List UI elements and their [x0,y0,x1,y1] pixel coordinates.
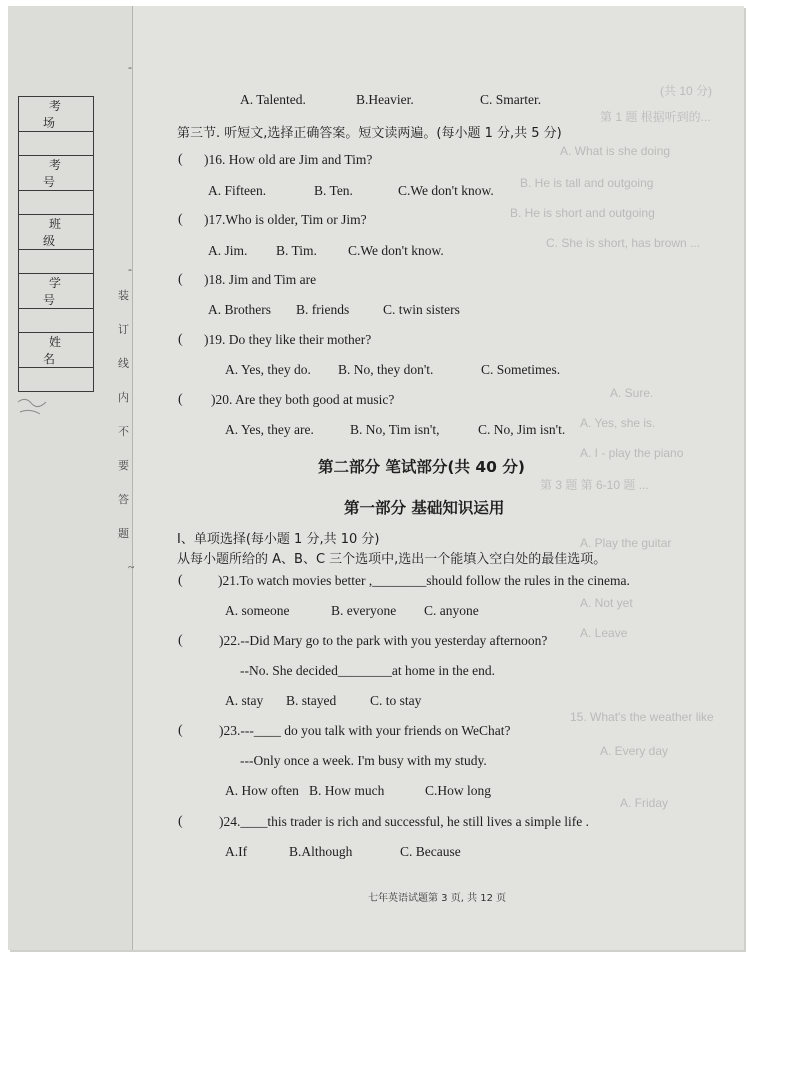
info-label-name: 姓 名 [19,333,94,368]
q18-option-a[interactable]: A. Brothers [208,302,271,317]
bleed-line: A. Leave [580,626,628,640]
info-value-student-id[interactable] [19,309,94,333]
seal-line-text [118,290,132,562]
q19-stem: )19. Do they like their mother? [204,332,372,347]
q21-stem: )21.To watch movies better ,________should follow the rules in the cinema. [218,573,630,588]
q20-option-c[interactable]: C. No, Jim isn't. [478,422,566,437]
bleed-line: A. What is she doing [560,144,671,158]
q21-option-c[interactable]: C. anyone [424,603,479,618]
part2-title: 第二部分 笔试部分(共 40 分) [318,458,525,476]
q16-stem: )16. How old are Jim and Tim? [204,152,373,167]
q15-option-b[interactable]: B.Heavier. [356,92,414,107]
seal-char: 内 [118,391,129,404]
q16-option-c[interactable]: C.We don't know. [398,183,494,198]
q21-options [225,603,479,619]
q17-stem: )17.Who is older, Tim or Jim? [204,212,367,227]
margin-dash: - [128,60,132,74]
bleed-line: A. I - play the piano [580,446,684,460]
q24-options [225,844,461,860]
bleed-line: 第 3 题 第 6-10 题 ... [540,478,649,492]
q17-options [208,243,444,259]
bleed-line: A. Friday [620,796,669,810]
q20-stem: )20. Are they both good at music? [211,392,395,407]
q23-option-a[interactable]: A. How often [225,783,299,798]
info-value-exam-number[interactable] [19,191,94,215]
answer-paren[interactable]: ( [178,272,183,287]
q23-option-c[interactable]: C.How long [425,783,492,798]
q17-option-c[interactable]: C.We don't know. [348,243,444,258]
q21-option-b[interactable]: B. everyone [331,603,397,618]
q15-options [240,92,542,108]
student-info-table [18,96,94,392]
seal-char: 线 [118,357,129,370]
answer-paren[interactable]: ( [178,633,183,648]
q18-option-b[interactable]: B. friends [296,302,350,317]
bleed-line: A. Sure. [610,386,654,400]
q15-option-a[interactable]: A. Talented. [240,92,306,107]
q23-option-b[interactable]: B. How much [309,783,385,798]
q24-option-c[interactable]: C. Because [400,844,461,859]
seal-char: 不 [118,425,129,438]
margin-dash: ~ [128,560,135,574]
info-label-class: 班 级 [19,215,94,250]
info-label-exam-number: 考 号 [19,156,94,191]
q24-option-b[interactable]: B.Although [289,844,353,859]
answer-paren[interactable]: ( [178,212,183,227]
bleed-line: (共 10 分) [660,84,713,98]
q16-option-b[interactable]: B. Ten. [314,183,353,198]
q22-reply: --No. She decided________at home in the end. [240,663,495,678]
bleed-line: B. He is short and outgoing [510,206,655,220]
section3-title: 第三节. 听短文,选择正确答案。短文读两遍。(每小题 1 分,共 5 分) [177,126,562,141]
part2-subtitle: 第一部分 基础知识运用 [344,499,505,517]
q16-options [208,183,494,199]
q17-option-a[interactable]: A. Jim. [208,243,248,258]
q17-option-b[interactable]: B. Tim. [276,243,317,258]
q18-option-c[interactable]: C. twin sisters [383,302,460,317]
q21-option-a[interactable]: A. someone [225,603,290,618]
answer-paren[interactable]: ( [178,573,183,588]
q20-options [225,422,566,438]
seal-char: 答 [118,493,129,506]
page-footer: 七年英语试题第 3 页, 共 12 页 [368,893,507,904]
bleed-line: B. He is tall and outgoing [520,176,654,190]
info-label-exam-room: 考 场 [19,97,94,132]
info-value-name[interactable] [19,368,94,392]
answer-paren[interactable]: ( [178,152,183,167]
margin-dash: - [128,262,132,276]
section1-instructions: 从每小题所给的 A、B、C 三个选项中,选出一个能填入空白处的最佳选项。 [177,552,607,567]
q22-option-a[interactable]: A. stay [225,693,264,708]
q19-options [225,362,561,378]
q23-reply: ---Only once a week. I'm busy with my study. [240,753,487,768]
q22-option-c[interactable]: C. to stay [370,693,422,708]
q15-option-c[interactable]: C. Smarter. [480,92,542,107]
seal-char: 订 [118,323,129,336]
q20-option-a[interactable]: A. Yes, they are. [225,422,314,437]
answer-paren[interactable]: ( [178,392,183,407]
q19-option-c[interactable]: C. Sometimes. [481,362,561,377]
bleed-line: A. Yes, she is. [580,416,656,430]
answer-paren[interactable]: ( [178,723,183,738]
q19-option-b[interactable]: B. No, they don't. [338,362,434,377]
q23-stem: )23.---____ do you talk with your friends on WeChat? [219,723,511,738]
q19-option-a[interactable]: A. Yes, they do. [225,362,311,377]
seal-char: 装 [118,289,129,302]
bleed-line: C. She is short, has brown ... [546,236,701,250]
answer-paren[interactable]: ( [178,814,183,829]
q24-stem: )24.____this trader is rich and successful, he still lives a simple life . [219,814,590,829]
q22-stem: )22.--Did Mary go to the park with you yesterday afternoon? [219,633,548,648]
bleed-line: 15. What's the weather like [570,710,714,724]
q24-option-a[interactable]: A.If [225,844,248,859]
answer-paren[interactable]: ( [178,332,183,347]
q22-option-b[interactable]: B. stayed [286,693,337,708]
seal-char: 题 [118,527,129,540]
section1-title: I、单项选择(每小题 1 分,共 10 分) [177,532,380,547]
bleed-line: A. Play the guitar [580,536,672,550]
info-value-exam-room[interactable] [19,132,94,156]
info-label-student-id: 学 号 [19,274,94,309]
q20-option-b[interactable]: B. No, Tim isn't, [350,422,440,437]
q18-options [208,302,460,318]
info-value-class[interactable] [19,250,94,274]
q23-options [225,783,492,799]
q18-stem: )18. Jim and Tim are [204,272,317,287]
bleed-line: A. Not yet [580,596,633,610]
bleed-line: 第 1 题 根据听到的... [600,110,711,124]
q16-option-a[interactable]: A. Fifteen. [208,183,267,198]
pencil-scribble [14,392,54,422]
q22-options [225,693,422,709]
bleed-line: A. Every day [600,744,669,758]
seal-char: 要 [118,459,129,472]
